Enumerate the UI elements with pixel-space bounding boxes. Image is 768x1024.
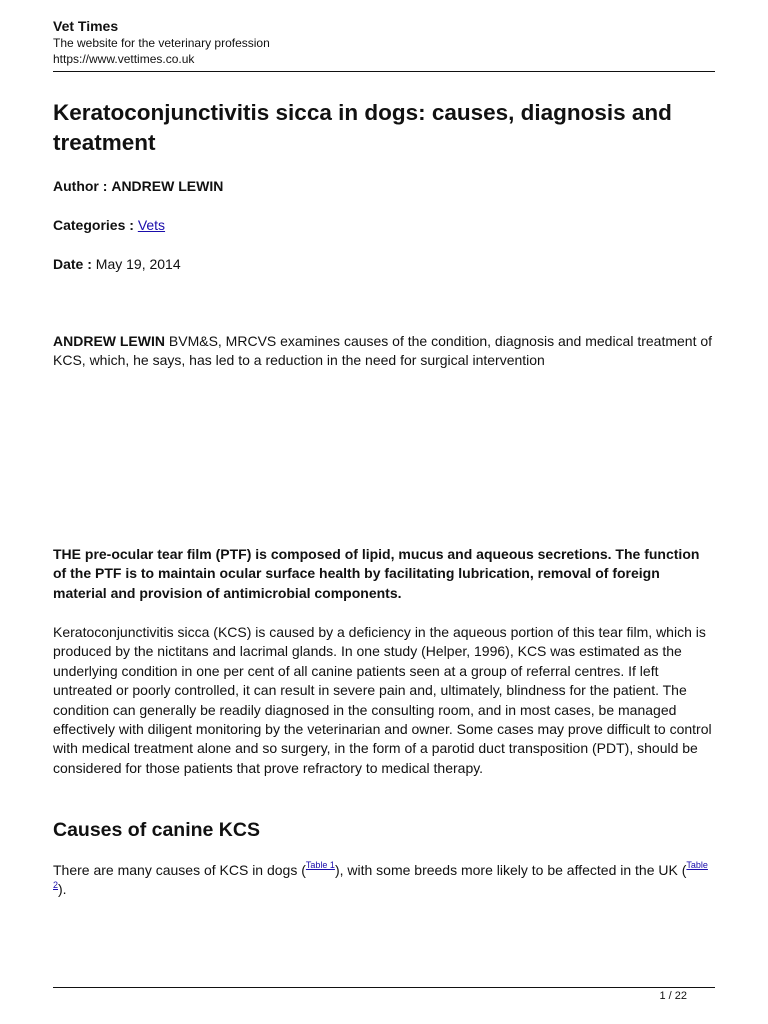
section-heading: Causes of canine KCS [53, 819, 260, 841]
table-1-link[interactable]: Table 1 [305, 860, 335, 871]
causes-text-1: There are many causes of KCS in dogs ( [53, 862, 306, 878]
category-link-vets[interactable]: Vets [137, 217, 166, 233]
causes-paragraph [53, 861, 715, 900]
table-1-ref [306, 859, 335, 872]
article-title: Keratoconjunctivitis sicca in dogs: causes, diagnosis and treatment [53, 100, 672, 155]
intro-text: BVM&S, MRCVS examines causes of the condition, diagnosis and medical treatment of KCS, which, he says, has led to a reduction in the need for surgical intervention [53, 333, 713, 369]
lead-paragraph: THE pre-ocular tear film (PTF) is composed of lipid, mucus and aqueous secretions. The function of the PTF is to maintain ocular surface health by facilitating lubrication, removal of foreign material and provision of antimicrobial components. [53, 546, 700, 601]
categories-line [53, 216, 165, 234]
date-label: Date : [53, 256, 92, 272]
site-url: https://www.vettimes.co.uk [53, 52, 195, 66]
body-paragraph: Keratoconjunctivitis sicca (KCS) is caused by a deficiency in the aqueous portion of this tear film, which is produced by the nictitans and lacrimal glands. In one study (Helper, 1996), KCS was estimated as the underlying condition in one per cent of all canine patients seen at a group of referral centres. If left untreated or poorly controlled, it can result in severe pain and, ultimately, blindness for the patient. The condition can generally be readily diagnosed in the consulting room, and in most cases, be managed effectively with diligent monitoring by the veterinarian and owner. Some cases may prove difficult to control with medical treatment alone and so surgery, in the form of a parotid duct transposition (PDT), should be considered for those patients that prove refractory to medical therapy. [53, 624, 712, 776]
categories-label: Categories : [53, 217, 134, 233]
table-2-link[interactable]: Table 2 [53, 860, 708, 890]
date-value: May 19, 2014 [95, 256, 181, 272]
page-number: 1 / 22 [659, 990, 687, 1002]
site-name: Vet Times [53, 18, 119, 34]
intro-paragraph [53, 332, 715, 371]
document-page [53, 0, 715, 1024]
intro-author: ANDREW LEWIN [53, 333, 165, 349]
header-divider [53, 71, 715, 72]
causes-text-3: ). [58, 881, 67, 898]
date-line [53, 255, 181, 273]
author-label: Author : [53, 178, 108, 194]
site-tagline: The website for the veterinary profession [53, 36, 270, 50]
causes-text-2: ), with some breeds more likely to be affected in the UK ( [334, 862, 687, 878]
author-name: ANDREW LEWIN [111, 178, 224, 194]
author-line [53, 177, 223, 195]
site-header [53, 18, 715, 67]
footer-divider [53, 987, 715, 988]
